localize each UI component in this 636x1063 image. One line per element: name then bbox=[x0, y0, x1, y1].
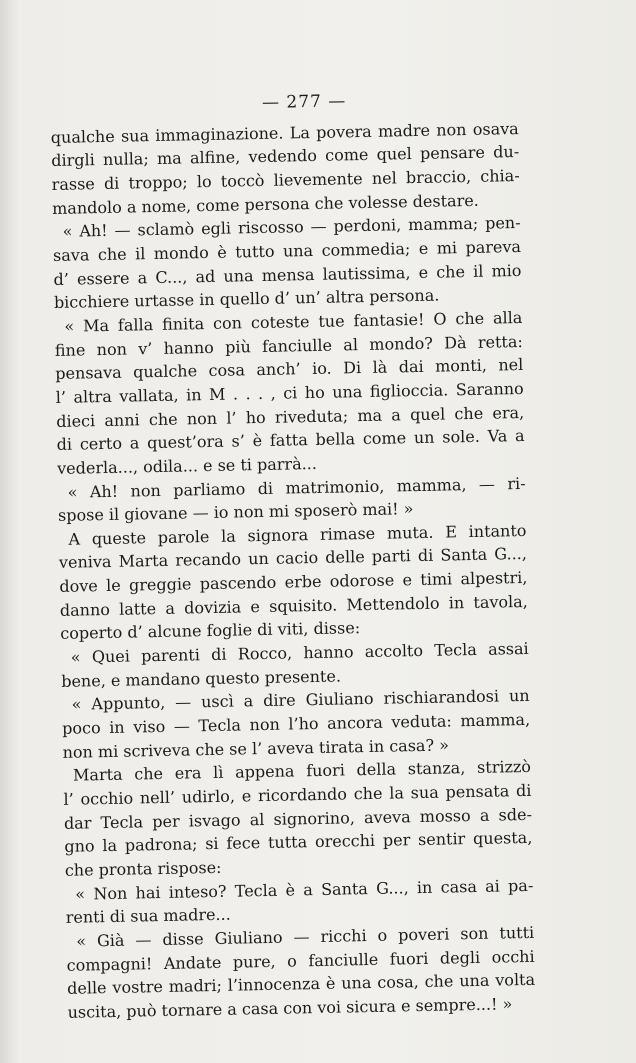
text-line: « Quei parenti di Rocco, hanno accolto Tecla assai bbox=[70, 639, 529, 667]
text-line: bene, e mandano questo presente. bbox=[61, 666, 342, 691]
text-line: coperto d’ alcune foglie di viti, disse: bbox=[60, 618, 361, 644]
text-line: rasse di troppo; lo toccò lievemente nel braccio, chia- bbox=[51, 165, 520, 194]
text-line: renti di sua madre... bbox=[65, 904, 231, 928]
text-line: poco in viso — Tecla non l’ho ancora veduta: mamma, bbox=[61, 709, 531, 738]
text-line: « Già — disse Giuliano — ricchi o poveri son tutti bbox=[76, 922, 535, 951]
paragraph bbox=[63, 755, 533, 882]
text-line: A queste parole la signora rimase muta. E intanto bbox=[68, 520, 527, 549]
paragraph bbox=[58, 519, 528, 646]
text-line: l’ occhio nell’ udirlo, e ricordando che la sua pensata di bbox=[63, 780, 532, 809]
text-line: pensava qualche cosa anch’ io. Di là dai monti, nel bbox=[55, 355, 524, 384]
text-line: fine non v’ hanno più fanciulle al mondo? Dà retta: bbox=[54, 331, 523, 360]
text-line: uscita, può tornare a casa con voi sicura e sempre...! » bbox=[67, 994, 513, 1022]
text-line: non mi scriveva che se l’ aveva tirata in casa? » bbox=[62, 735, 450, 762]
text-line: « Ah! — sclamò egli riscosso — perdoni, mamma; pen- bbox=[62, 213, 521, 242]
body-text bbox=[51, 117, 536, 1025]
text-line: che pronta rispose: bbox=[64, 857, 222, 880]
text-line: sava che il mondo è tutto una commedia; e mi pareva bbox=[52, 236, 522, 265]
text-line: qualche sua immaginazione. La povera madre non osava bbox=[50, 118, 519, 147]
text-line: spose il giovane — io non mi sposerò mai! » bbox=[57, 499, 414, 526]
text-line: bicchiere urtasse in quello d’ un’ altra persona. bbox=[53, 285, 440, 313]
text-line: « Non hai inteso? Tecla è a Santa G..., in casa ai pa- bbox=[75, 875, 534, 904]
paragraph bbox=[54, 306, 525, 481]
paragraph bbox=[51, 117, 521, 221]
text-line: delle vostre madri; l’innocenza è una cosa, che una volta bbox=[66, 970, 536, 999]
text-line: dove le greggie pascendo erbe odorose e timi alpestri, bbox=[59, 568, 528, 597]
paragraph bbox=[66, 921, 536, 1025]
text-line: dieci anni che non l’ ho riveduta; ma a quel che era, bbox=[56, 402, 525, 431]
paragraph bbox=[52, 211, 522, 315]
text-line: mandolo a nome, come persona che volesse destare. bbox=[51, 190, 479, 218]
text-line: d’ essere a C..., ad una mensa lautissima, e che il mio bbox=[53, 260, 522, 289]
text-line: dirgli nulla; ma alfine, vedendo come quel pensare du- bbox=[51, 142, 520, 171]
text-line: compagni! Andate pure, o fanciulle fuori degli occhi bbox=[66, 946, 535, 975]
text-line: veniva Marta recando un cacio delle parti di Santa G..., bbox=[58, 544, 528, 573]
text-line: « Ma falla finita con coteste tue fantasie! O che alla bbox=[64, 307, 523, 336]
page-number: — 277 — bbox=[261, 91, 347, 113]
text-line: dar Tecla per isvago al signorino, aveva mosso a sde- bbox=[63, 804, 533, 833]
text-line: « Ah! non parliamo di matrimonio, mamma, — ri- bbox=[67, 473, 526, 502]
text-line: l’ altra vallata, in M . . . , ci ho una figlioccia. Saranno bbox=[55, 378, 524, 407]
text-line: vederla..., odila... e se ti parrà... bbox=[56, 453, 318, 478]
text-line: di certo a quest’ora s’ è fatta bella come un sole. Va a bbox=[56, 426, 525, 455]
text-line: Marta che era lì appena fuori della stanza, strizzò bbox=[72, 757, 532, 786]
text-line: gno la padrona; si fece tutta orecchi per sentir questa, bbox=[64, 828, 533, 857]
paragraph bbox=[61, 684, 530, 764]
page-text bbox=[50, 87, 536, 1024]
text-line: danno latte a dovizia e squisito. Mettendolo in tavola, bbox=[59, 591, 528, 620]
text-line: « Appunto, — uscì a dire Giuliano rischiarandosi un bbox=[71, 686, 530, 715]
